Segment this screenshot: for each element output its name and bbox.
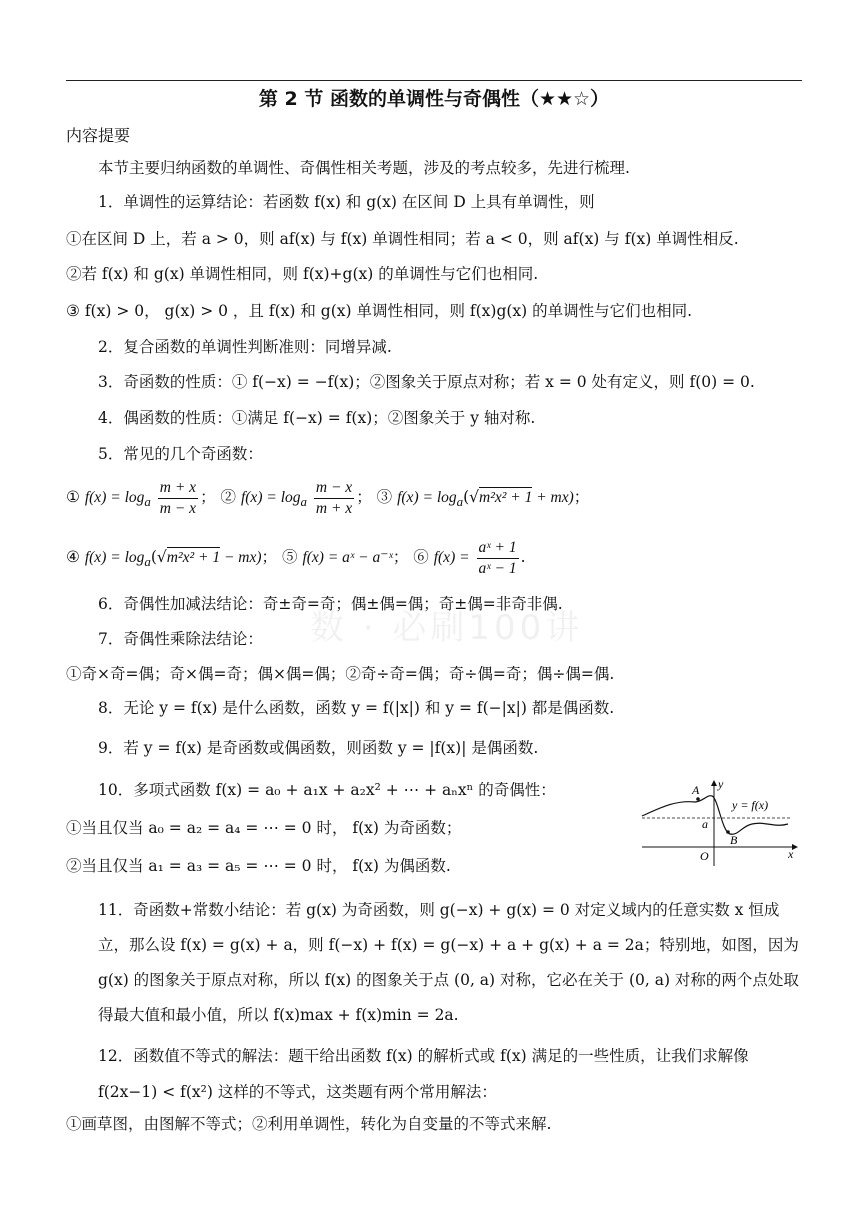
y-axis-arrow [711, 780, 717, 786]
formula-1-denominator: m − x [159, 499, 197, 517]
item-2: 2．复合函数的单调性判断准则：同增异减. [98, 338, 392, 356]
circle-num-5: ⑤ [282, 548, 298, 566]
item-6: 6．奇偶性加减法结论：奇±奇=奇；偶±偶=偶；奇±偶=非奇非偶. [98, 595, 563, 613]
formula-1-numerator: m + x [158, 478, 198, 499]
formula-5: f(x) = aˣ − a⁻ˣ [302, 549, 393, 566]
formula-4-tail: − mx) [220, 549, 262, 566]
formula-2-lhs: f(x) = log [240, 489, 301, 506]
item-5: 5．常见的几个奇函数： [98, 445, 263, 463]
separator: ； [392, 548, 409, 566]
watermark: 数 · 必刷100讲 [310, 608, 584, 648]
formula-1-lhs: f(x) = log [84, 489, 145, 506]
formula-6-fraction [477, 538, 519, 579]
item-12-a: ①画草图，由图解不等式；②利用单调性，转化为自变量的不等式来解. [66, 1115, 552, 1133]
item-11 [98, 893, 802, 1033]
item-10-a: ①当且仅当 a₀ = a₂ = a₄ = ⋯ = 0 时， f(x) 为奇函数； [66, 819, 462, 837]
item-1: 1．单调性的运算结论：若函数 f(x) 和 g(x) 在区间 D 上具有单调性，则 [98, 193, 595, 211]
item-1-c: ③ f(x) > 0， g(x) > 0 ，且 f(x) 和 g(x) 单调性相同，则 f(x)g(x) 的单调性与它们也相同. [66, 302, 693, 320]
formula-6-lhs: f(x) = [433, 549, 470, 566]
formula-3-tail: + mx) [532, 489, 574, 506]
function-graph-figure [640, 778, 800, 868]
item-12-text: 12．函数值不等式的解法：题干给出函数 f(x) 的解析式或 f(x) 满足的一些性质，让我们求解像 f(2x−1) < f(x²) 这样的不等式，这类题有两个常用解法： [98, 1047, 749, 1101]
formula-2-numerator: m − x [314, 478, 354, 499]
label-a: a [702, 817, 708, 831]
label-A: A [692, 783, 700, 797]
circle-num-3: ③ [376, 488, 393, 506]
label-O: O [700, 849, 709, 863]
section-heading: 内容提要 [66, 126, 131, 145]
circle-num-4: ④ [66, 548, 80, 566]
circle-num-1: ① [66, 488, 80, 506]
item-7: 7．奇偶性乘除法结论： [98, 630, 263, 648]
separator: ； [261, 548, 278, 566]
formula-2-denominator: m + x [315, 499, 353, 517]
formula-6-numerator: aˣ + 1 [477, 538, 519, 559]
period: . [520, 548, 526, 566]
item-1-a: ①在区间 D 上，若 a > 0，则 af(x) 与 f(x) 单调性相同；若 a < 0，则 af(x) 与 f(x) 单调性相反. [66, 230, 739, 248]
label-B: B [730, 833, 738, 847]
item-11-text: 11．奇函数+常数小结论：若 g(x) 为奇函数，则 g(−x) + g(x) = 0 对定义域内的任意实数 x 恒成立，那么设 f(x) = g(x) + a，则 f(−x) + f(x) = g(−x) + a + g(x) + a = 2a；特别地，如图，因为 g(x) 的图象关于原点对称，所以 f(x) 的图象关于点 (0, a) 对称，它必在关于 (0, a) 对称的两个点处取得最大值和最小值，所以 f(x)max + f(x)min = 2a. [98, 901, 799, 1024]
separator: ； [573, 488, 590, 506]
formula-4-radicand: m²x² + 1 [166, 549, 221, 566]
circle-num-6: ⑥ [413, 548, 429, 566]
formula-4-lhs: f(x) = log [84, 549, 145, 566]
item-4: 4．偶函数的性质：①满足 f(−x) = f(x)；②图象关于 y 轴对称. [98, 409, 536, 427]
point-A [696, 797, 700, 801]
label-x: x [788, 847, 794, 861]
separator: ； [200, 488, 216, 506]
odd-functions-row-1: ① $f(x) = \log_a$ $\frac{m + x}{m - x}$ ； ② $f(x) = \log_a$ $\frac{m - x}{m + x}$ ； ③ $f(x) = \log_a(√m^2x^2 + 1 + mx)$； [66, 478, 590, 517]
item-3: 3．奇函数的性质：① f(−x) = −f(x)；②图象关于原点对称；若 x = 0 处有定义，则 f(0) = 0. [98, 373, 755, 391]
item-7-a: ①奇×奇=偶；奇×偶=奇；偶×偶=偶；②奇÷奇=偶；奇÷偶=奇；偶÷偶=偶. [66, 665, 615, 683]
item-10-b: ②当且仅当 a₁ = a₃ = a₅ = ⋯ = 0 时， f(x) 为偶函数. [66, 857, 451, 875]
item-12 [98, 1038, 802, 1110]
formula-3-radicand: m²x² + 1 [479, 489, 533, 506]
circle-num-2: ② [220, 488, 237, 506]
item-1-b: ②若 f(x) 和 g(x) 单调性相同，则 f(x)+g(x) 的单调性与它们也相同. [66, 265, 539, 283]
item-8: 8．无论 y = f(x) 是什么函数，函数 y = f(|x|) 和 y = f(−|x|) 都是偶函数. [98, 699, 615, 717]
formula-2-fraction [314, 478, 354, 519]
top-rule [66, 80, 802, 81]
formula-3-lhs: f(x) = log [397, 489, 457, 506]
separator: ； [356, 488, 372, 506]
curve-label: y = f(x) [732, 798, 769, 812]
item-9: 9．若 y = f(x) 是奇函数或偶函数，则函数 y = |f(x)| 是偶函数. [98, 739, 539, 757]
item-10: 10．多项式函数 f(x) = a₀ + a₁x + a₂x² + ⋯ + aₙxⁿ 的奇偶性： [98, 781, 556, 799]
formula-6-denominator: aˣ − 1 [478, 559, 517, 577]
label-y: y [718, 778, 724, 791]
formula-1-fraction [158, 478, 198, 519]
page-title: 第 2 节 函数的单调性与奇偶性（★★☆） [258, 88, 610, 110]
odd-functions-row-2: ④ $f(x) = \log_a(√m^2x^2 + 1 - mx)$； ⑤ f(x) = aˣ − a⁻ˣ； ⑥ f(x) = $\frac{\text{aˣ + 1}}{\text{aˣ − 1}}$ . [66, 538, 526, 577]
intro-paragraph: 本节主要归纳函数的单调性、奇偶性相关考题，涉及的考点较多，先进行梳理. [98, 159, 630, 177]
